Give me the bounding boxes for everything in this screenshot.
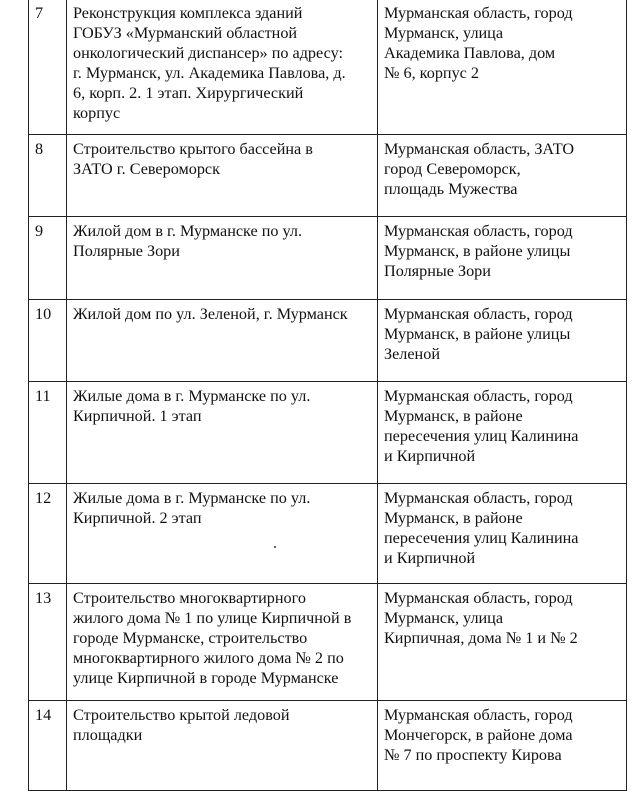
row-number: 14 bbox=[29, 701, 67, 791]
row-number: 13 bbox=[29, 584, 67, 701]
object-address: Мурманская область, город Мурманск, в районе улицы Полярные Зори bbox=[378, 217, 627, 300]
object-name: Реконструкция комплекса зданий ГОБУЗ «Мурманский областной онкологический диспансер» по адресу: г. Мурманск, ул. Академика Павлова, д. 6, корп. 2. 1 этап. Хирургический корпус bbox=[67, 0, 378, 135]
row-number: 8 bbox=[29, 135, 67, 217]
object-address: Мурманская область, город Мурманск, в районе улицы Зеленой bbox=[378, 300, 627, 382]
object-name: Жилой дом по ул. Зеленой, г. Мурманск bbox=[67, 300, 378, 382]
object-name: Жилые дома в г. Мурманске по ул. Кирпичной. 1 этап bbox=[67, 382, 378, 484]
row-number: 10 bbox=[29, 300, 67, 382]
row-number: 7 bbox=[29, 0, 67, 135]
object-name: Строительство многоквартирного жилого дома № 1 по улице Кирпичной в городе Мурманске, строительство многоквартирного жилого дома № 2 по улице Кирпичной в городе Мурманске bbox=[67, 584, 378, 701]
table-row bbox=[29, 701, 627, 791]
object-address: Мурманская область, город Мурманск, улица Кирпичная, дома № 1 и № 2 bbox=[378, 584, 627, 701]
object-name: Строительство крытого бассейна в ЗАТО г. Североморск bbox=[67, 135, 378, 217]
object-address: Мурманская область, город Мурманск, улица Академика Павлова, дом № 6, корпус 2 bbox=[378, 0, 627, 135]
row-number: 12 bbox=[29, 484, 67, 584]
row-number: 11 bbox=[29, 382, 67, 484]
table-row bbox=[29, 484, 627, 584]
table-row bbox=[29, 135, 627, 217]
object-name: Жилой дом в г. Мурманске по ул. Полярные Зори bbox=[67, 217, 378, 300]
scan-speck bbox=[274, 546, 276, 548]
object-address: Мурманская область, город Мурманск, в районе пересечения улиц Калинина и Кирпичной bbox=[378, 382, 627, 484]
table-row bbox=[29, 300, 627, 382]
table-row bbox=[29, 217, 627, 300]
object-address: Мурманская область, ЗАТО город Североморск, площадь Мужества bbox=[378, 135, 627, 217]
objects-table bbox=[28, 0, 627, 791]
table-row bbox=[29, 584, 627, 701]
object-address: Мурманская область, город Мурманск, в районе пересечения улиц Калинина и Кирпичной bbox=[378, 484, 627, 584]
table-row bbox=[29, 382, 627, 484]
object-name: Жилые дома в г. Мурманске по ул. Кирпичной. 2 этап bbox=[67, 484, 378, 584]
table-row bbox=[29, 0, 627, 135]
object-name: Строительство крытой ледовой площадки bbox=[67, 701, 378, 791]
object-address: Мурманская область, город Мончегорск, в районе дома № 7 по проспекту Кирова bbox=[378, 701, 627, 791]
row-number: 9 bbox=[29, 217, 67, 300]
